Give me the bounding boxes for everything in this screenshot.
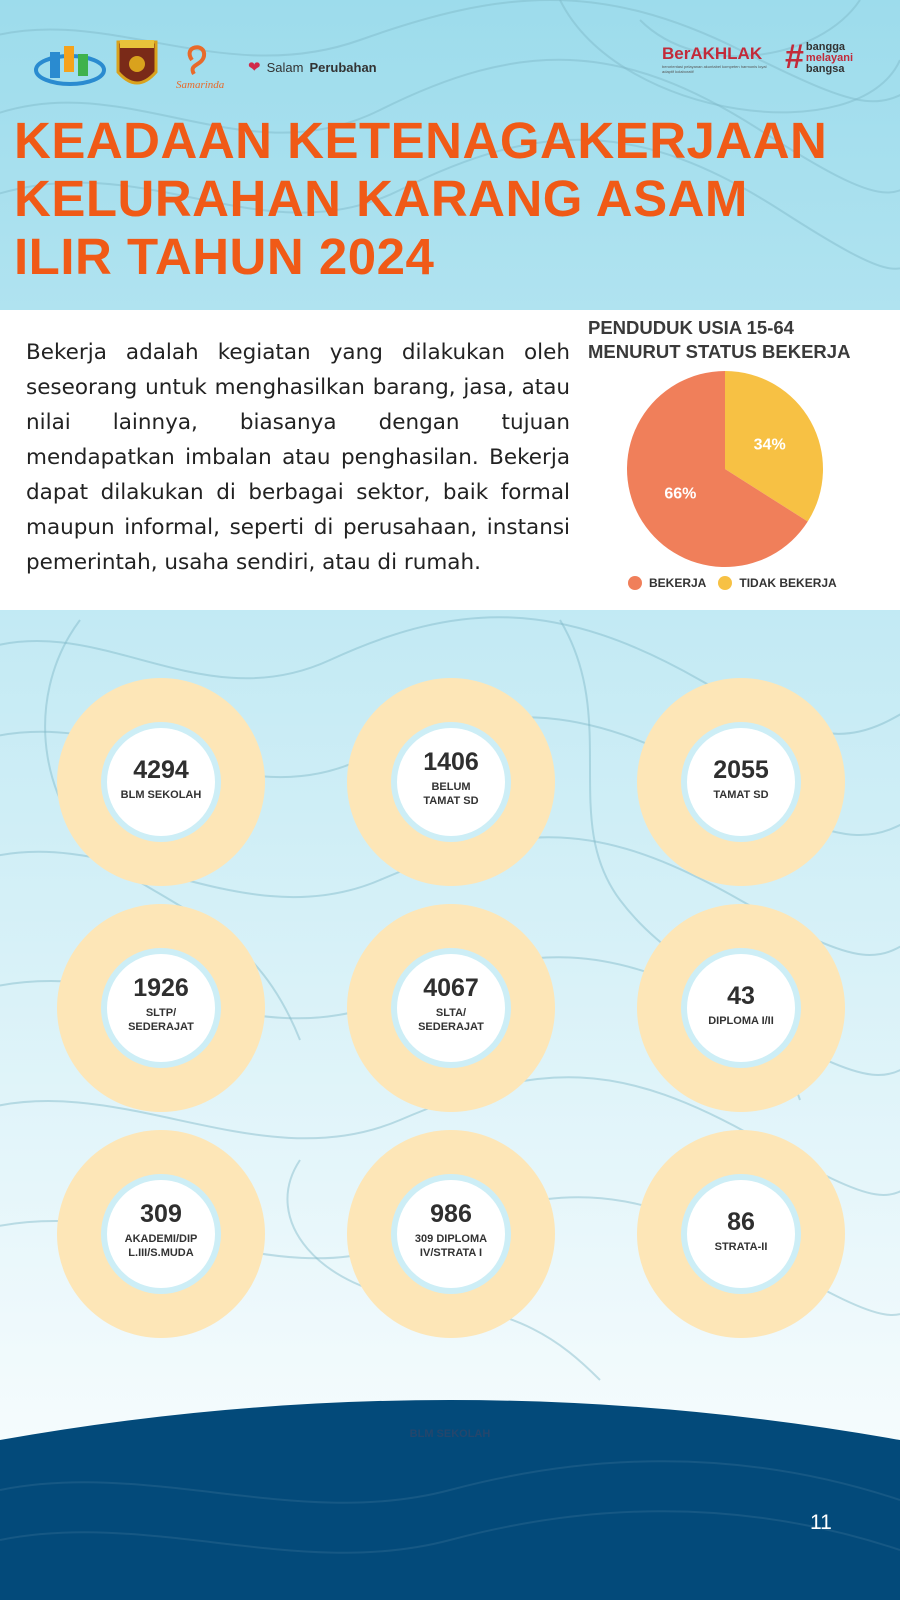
legend-item-tidak-bekerja (718, 576, 836, 590)
berakhlak-logo (662, 44, 772, 74)
government-emblem-icon (112, 38, 162, 94)
donut-label-line: TAMAT SD (423, 795, 479, 807)
donut-value: 1926 (133, 974, 189, 1002)
donut-label (681, 1240, 801, 1254)
donut-label-line: L.III/S.MUDA (128, 1247, 194, 1259)
bangga-word-1: bangga (805, 41, 846, 53)
intro-section (0, 310, 900, 610)
bangga-word-2: melayani (805, 52, 854, 64)
donut-value: 2055 (713, 756, 769, 784)
donut-sltp-sederajat (55, 902, 267, 1114)
pie-chart-title (588, 316, 888, 364)
header (0, 0, 900, 310)
donut-label-line: SEDERAJAT (128, 1021, 194, 1033)
title-line-3: ILIR TAHUN 2024 (14, 228, 435, 285)
logo-bar (30, 38, 870, 98)
pie-title-line-1: PENDUDUK USIA 15-64 (588, 317, 794, 338)
donut-label (681, 1014, 801, 1028)
donut-label-line: TAMAT SD (713, 789, 769, 801)
samarinda-logo-text: Samarinda (176, 79, 225, 91)
bangga-word-3: bangsa (805, 63, 845, 75)
donut-value: 986 (430, 1200, 472, 1228)
donut-label (391, 1006, 511, 1034)
donut-309-diploma-iv-strata-i (345, 1128, 557, 1340)
berakhlak-title: BerAKHLAK (662, 44, 763, 63)
footer-wave (0, 1380, 900, 1600)
donut-label-line: AKADEMI/DIP (124, 1233, 198, 1245)
bps-logo-icon (34, 42, 106, 94)
title-line-1: KEADAAN KETENAGAKERJAAN (14, 112, 828, 169)
donut-belum-tamat-sd (345, 676, 557, 888)
page-number: 11 (810, 1511, 832, 1534)
status-bekerja-pie-chart (620, 364, 830, 574)
donut-slta-sederajat (345, 902, 557, 1114)
donut-strata-ii (635, 1128, 847, 1340)
donut-label-line: DIPLOMA I/II (708, 1015, 774, 1027)
donut-label-line: IV/STRATA I (419, 1247, 483, 1259)
intro-paragraph: Bekerja adalah kegiatan yang dilakukan oleh seseorang untuk menghasilkan barang, jasa, atau nilai lainnya, biasanya dengan tujuan mendapatkan imbalan atau penghasilan. Bekerja dapat dilakukan di berbagai sektor, baik formal maupun informal, seperti di perusahaan, instansi pemerintah, usaha sendiri, atau di rumah. (26, 340, 570, 575)
berakhlak-subtitle: berorientasi pelayanan akuntabel kompeten harmonis loyal adaptif kolaboratif (662, 64, 767, 74)
donut-label-line: BLM SEKOLAH (120, 789, 202, 801)
donut-value: 309 (140, 1200, 182, 1228)
hashtag-icon: # (785, 38, 804, 76)
legend-item-bekerja (628, 576, 706, 590)
footer-faint-label: BLM SEKOLAH (409, 1428, 491, 1440)
donut-label-line: SEDERAJAT (418, 1021, 484, 1033)
donut-label (101, 1232, 221, 1260)
donut-label (391, 780, 511, 808)
donut-label-line: 309 DIPLOMA (414, 1233, 488, 1245)
donut-label (391, 1232, 511, 1260)
legend-label-tidak-bekerja: TIDAK BEKERJA (739, 576, 837, 590)
donut-value: 43 (727, 982, 755, 1010)
pie-label-tidak-bekerja: 34% (753, 436, 786, 454)
salam-prefix: Salam (266, 59, 304, 75)
donut-label (681, 788, 801, 802)
bangga-melayani-logo (785, 40, 853, 75)
heart-icon: ❤ (248, 59, 261, 76)
pie-label-bekerja: 66% (664, 485, 697, 503)
legend-label-bekerja: BEKERJA (649, 576, 707, 590)
donut-label-line: SLTP/ (145, 1007, 177, 1019)
donut-tamat-sd (635, 676, 847, 888)
donut-label-line: STRATA-II (714, 1241, 768, 1253)
donut-value: 1406 (423, 748, 479, 776)
donut-value: 4294 (133, 756, 189, 784)
salam-perubahan-tagline (248, 58, 377, 76)
legend-swatch-bekerja (628, 576, 642, 590)
salam-bold: Perubahan (309, 59, 377, 75)
donut-value: 86 (727, 1208, 755, 1236)
donut-value: 4067 (423, 974, 479, 1002)
donut-blm-sekolah (55, 676, 267, 888)
page-title (14, 112, 884, 286)
samarinda-logo-icon (172, 40, 232, 96)
donut-label-line: SLTA/ (435, 1007, 467, 1019)
donut-label-line: BELUM (431, 781, 471, 793)
donut-diploma-i-ii (635, 902, 847, 1114)
pie-legend (628, 576, 843, 590)
legend-swatch-tidak-bekerja (718, 576, 732, 590)
title-line-2: KELURAHAN KARANG ASAM (14, 170, 748, 227)
donut-label (101, 788, 221, 802)
donut-label (101, 1006, 221, 1034)
donut-akademi-dip-l-iii-s-muda (55, 1128, 267, 1340)
pie-title-line-2: MENURUT STATUS BEKERJA (588, 341, 851, 362)
